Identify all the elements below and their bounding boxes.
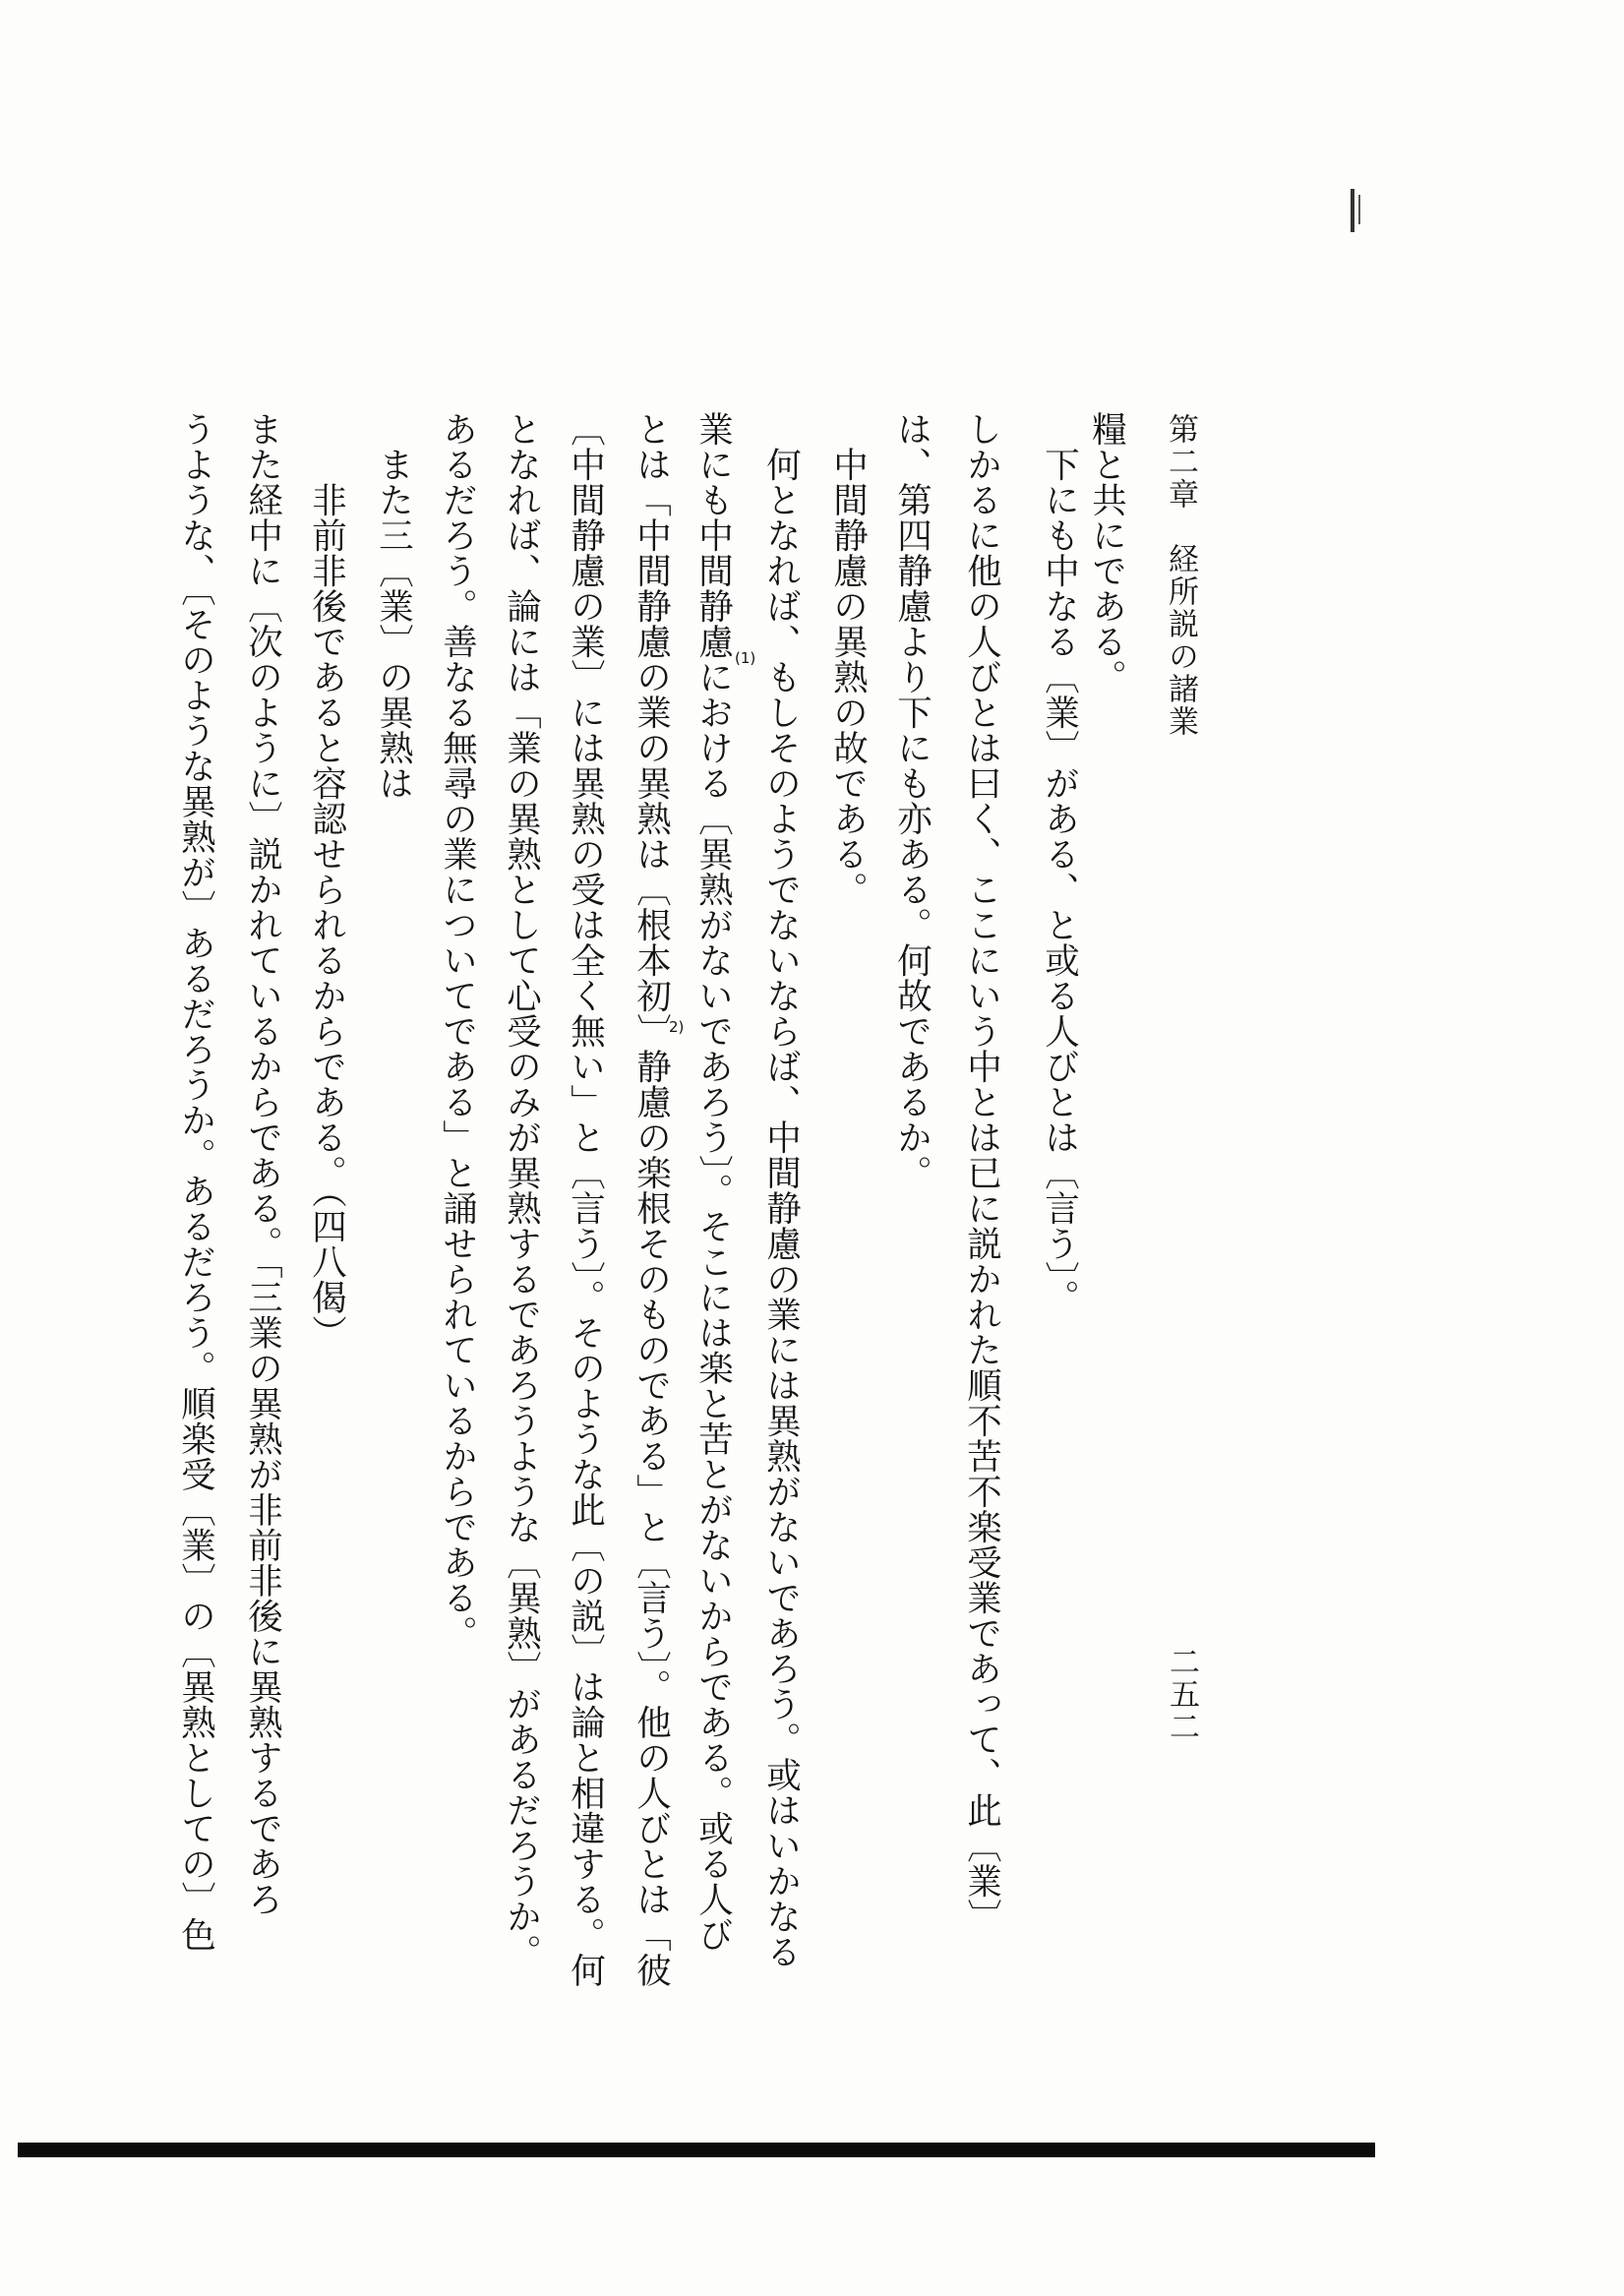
footnote-marker-1: (1)	[735, 649, 756, 667]
text-column-14: また経中に〔次のように〕説かれているからである。「三業の異熟が非前非後に異熟するであろ	[242, 411, 283, 1917]
text-column-9: 〔中間静慮の業〕には異熟の受は全く無い」と〔言う〕。そのような此〔の説〕は論と相違する。何	[565, 411, 606, 1988]
page-number: 二五二	[1164, 1646, 1199, 1743]
text-column-12: また三〔業〕の異熟は	[373, 411, 414, 801]
running-header-chapter-title: 第二章 経所説の諸業	[1163, 413, 1198, 738]
gutter-mark	[1351, 189, 1354, 232]
text-column-2: 下にも中なる〔業〕がある、と或る人びとは〔言う〕。	[1039, 411, 1080, 1315]
text-column-10: となれば、論には「業の異熟として心受のみが異熟するであろうような〔異熟〕があるだろうか。	[501, 411, 542, 1969]
text-column-3: しかるに他の人びとは曰く、ここにいう中とは已に説かれた順不苦不楽受業であって、此〔業〕	[961, 411, 1002, 1934]
text-column-6: 何となれば、もしそのようでないならば、中間静慮の業には異熟がないであろう。或はいかなる	[760, 411, 802, 1969]
text-column-13: 非前非後であると容認せられるからである。（四八偈）	[306, 411, 347, 1351]
text-column-4: は、第四静慮より下にも亦ある。何故であるか。	[891, 411, 932, 1190]
text-column-1: 糧と共にである。	[1086, 411, 1127, 695]
gutter-mark	[1358, 195, 1360, 224]
text-column-5: 中間静慮の異熟の故である。	[827, 411, 869, 907]
text-column-7: 業にも中間静慮における〔異熟がないであろう〕。そこには楽と苦とがないからである。或る人び	[692, 411, 734, 1953]
footnote-marker-2: 2)	[669, 1018, 685, 1036]
text-column-15: うような、〔そのような異熟が〕あるだろうか。あるだろう。順楽受〔業〕の〔異熟としての〕色	[175, 411, 216, 1953]
text-column-8: とは「中間静慮の業の異熟は〔根本初〕静慮の楽根そのものである」と〔言う〕。他の人びとは「彼	[631, 411, 672, 1988]
bottom-rule	[18, 2143, 1375, 2157]
text-column-11: あるだろう。善なる無尋の業についてである」と誦せられているからである。	[437, 411, 478, 1651]
